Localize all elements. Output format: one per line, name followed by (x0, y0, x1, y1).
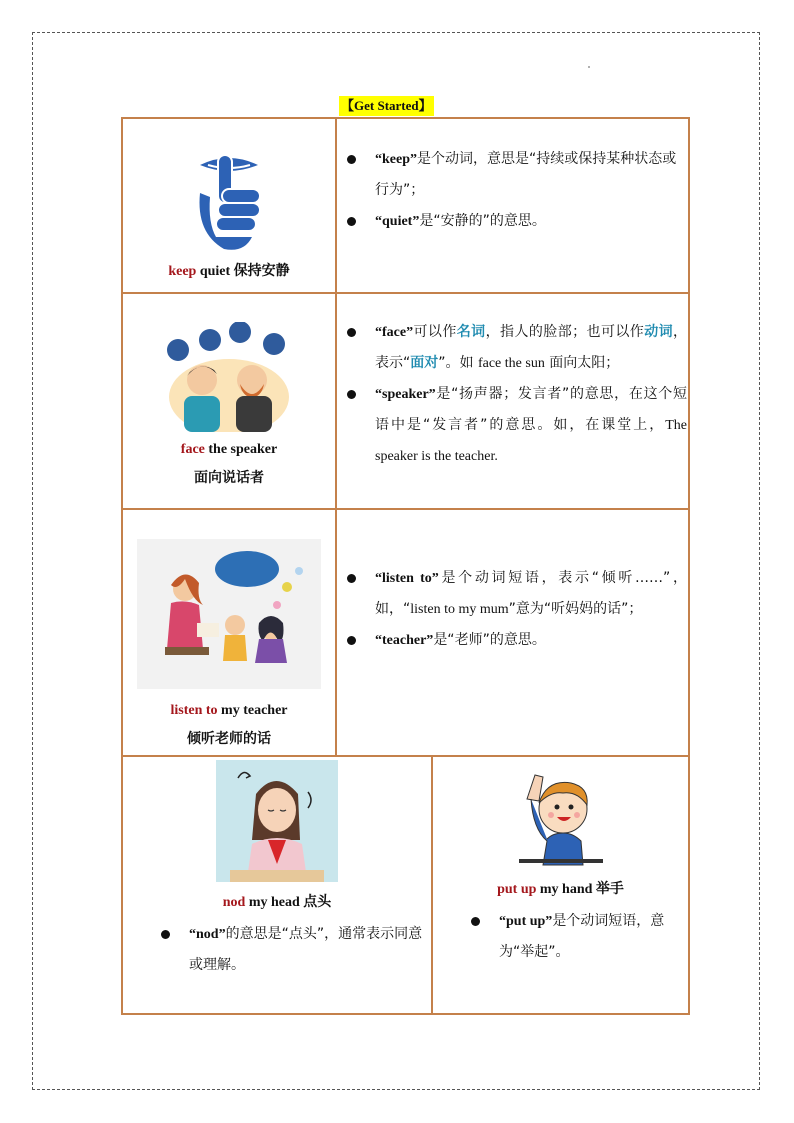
bullet-item: “keep”是个动词，意思是“持续或保持某种状态或行为”； (337, 144, 687, 206)
teacher-reading-to-children-illustration (137, 539, 321, 689)
phrase-listen-to-my-teacher-cn: 倾听老师的话 (187, 731, 271, 747)
bullet-item: “quiet”是“安静的”的意思。 (337, 206, 687, 237)
phrase-nod-my-head: nod my head 点头 (222, 894, 332, 910)
bullet-item: “nod”的意思是“点头”，通常表示同意或理解。 (151, 919, 425, 981)
face-the-speaker-notes (337, 317, 687, 472)
two-people-talking-illustration (164, 322, 294, 432)
listen-to-teacher-notes (337, 563, 687, 656)
listen-to-teacher-picture-cell (123, 510, 335, 755)
stray-dot (588, 66, 590, 68)
bullet-item: “face”可以作名词，指人的脸部；也可以作动词，表示“面对”。如 face the sun 面向太阳； (337, 317, 687, 379)
section-title: 【Get Started】 (339, 96, 434, 116)
nod-notes (123, 919, 431, 981)
bullet-item: “put up”是个动词短语，意为“举起”。 (461, 906, 682, 968)
phrase-listen-to-my-teacher: listen to my teacher (170, 703, 288, 718)
face-the-speaker-picture-cell (123, 294, 335, 508)
vocabulary-table (121, 117, 690, 1015)
phrase-put-up-my-hand: put up my hand 举手 (497, 881, 624, 897)
boy-raising-hand-illustration (517, 769, 605, 871)
bullet-item: “speaker”是“扬声器；发言者”的意思，在这个短语中是“发言者”的意思。如，在课堂上，The speaker is the teacher. (337, 379, 687, 472)
bullet-item: “listen to”是个动词短语，表示“倾听……”，如，“listen to my mum”意为“听妈妈的话”； (337, 563, 687, 625)
keep-quiet-notes (337, 144, 687, 237)
phrase-face-the-speaker-cn: 面向说话者 (194, 470, 264, 486)
keep-quiet-picture-cell (123, 119, 335, 292)
nod-my-head-cell (123, 757, 431, 1015)
bullet-item: “teacher”是“老师”的意思。 (337, 625, 687, 656)
put-up-my-hand-cell (433, 757, 688, 1015)
phrase-face-the-speaker: face the speaker (180, 442, 278, 457)
phrase-keep-quiet: keep quiet 保持安静 (168, 263, 290, 279)
girl-nodding-illustration (216, 760, 338, 882)
put-up-notes (433, 906, 688, 968)
shush-hand-icon (194, 153, 264, 253)
